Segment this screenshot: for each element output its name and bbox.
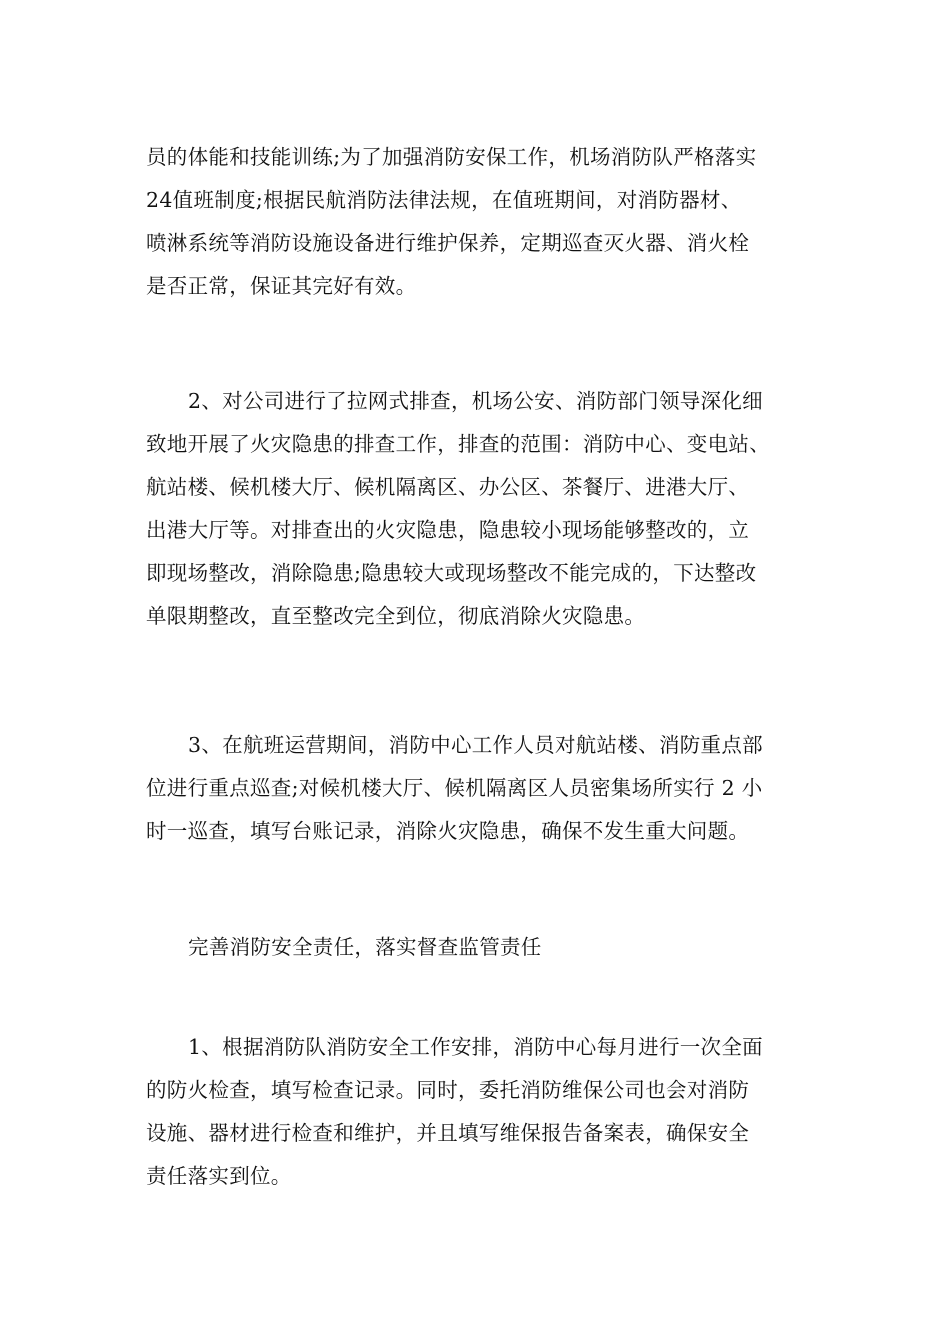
text-line: 出港大厅等。对排查出的火灾隐患，隐患较小现场能够整改的，立 <box>146 518 750 542</box>
text-line: 24值班制度;根据民航消防法律法规，在值班期间，对消防器材、 <box>146 188 742 212</box>
text-line: 1、根据消防队消防安全工作安排，消防中心每月进行一次全面 <box>188 1035 763 1059</box>
text-line: 3、在航班运营期间，消防中心工作人员对航站楼、消防重点部 <box>188 733 763 757</box>
text-line: 喷淋系统等消防设施设备进行维护保养，定期巡查灭火器、消火栓 <box>146 231 750 255</box>
text-line: 时一巡查，填写台账记录，消除火灾隐患，确保不发生重大问题。 <box>146 819 750 843</box>
text-line: 致地开展了火灾隐患的排查工作，排查的范围：消防中心、变电站、 <box>146 432 770 456</box>
paragraph-fire-duty <box>146 136 826 308</box>
section-heading <box>146 926 826 969</box>
text-line: 的防火检查，填写检查记录。同时，委托消防维保公司也会对消防 <box>146 1078 750 1102</box>
text-line: 单限期整改，直至整改完全到位，彻底消除火灾隐患。 <box>146 604 646 628</box>
text-line: 设施、器材进行检查和维护，并且填写维保报告备案表，确保安全 <box>146 1121 750 1145</box>
paragraph-item-1-responsibility <box>146 1026 826 1198</box>
paragraph-item-3-patrol <box>146 724 826 853</box>
text-line: 航站楼、候机楼大厅、候机隔离区、办公区、茶餐厅、进港大厅、 <box>146 475 750 499</box>
text-line: 即现场整改，消除隐患;隐患较大或现场整改不能完成的，下达整改 <box>146 561 757 585</box>
text-line: 位进行重点巡查;对候机楼大厅、候机隔离区人员密集场所实行 2 小 <box>146 776 763 800</box>
text-line: 责任落实到位。 <box>146 1164 292 1188</box>
paragraph-item-2-inspection <box>146 380 826 638</box>
text-line: 员的体能和技能训练;为了加强消防安保工作，机场消防队严格落实 <box>146 145 757 169</box>
text-line: 2、对公司进行了拉网式排查，机场公安、消防部门领导深化细 <box>188 389 763 413</box>
text-line: 是否正常，保证其完好有效。 <box>146 274 417 298</box>
heading-line: 完善消防安全责任，落实督查监管责任 <box>188 935 542 959</box>
